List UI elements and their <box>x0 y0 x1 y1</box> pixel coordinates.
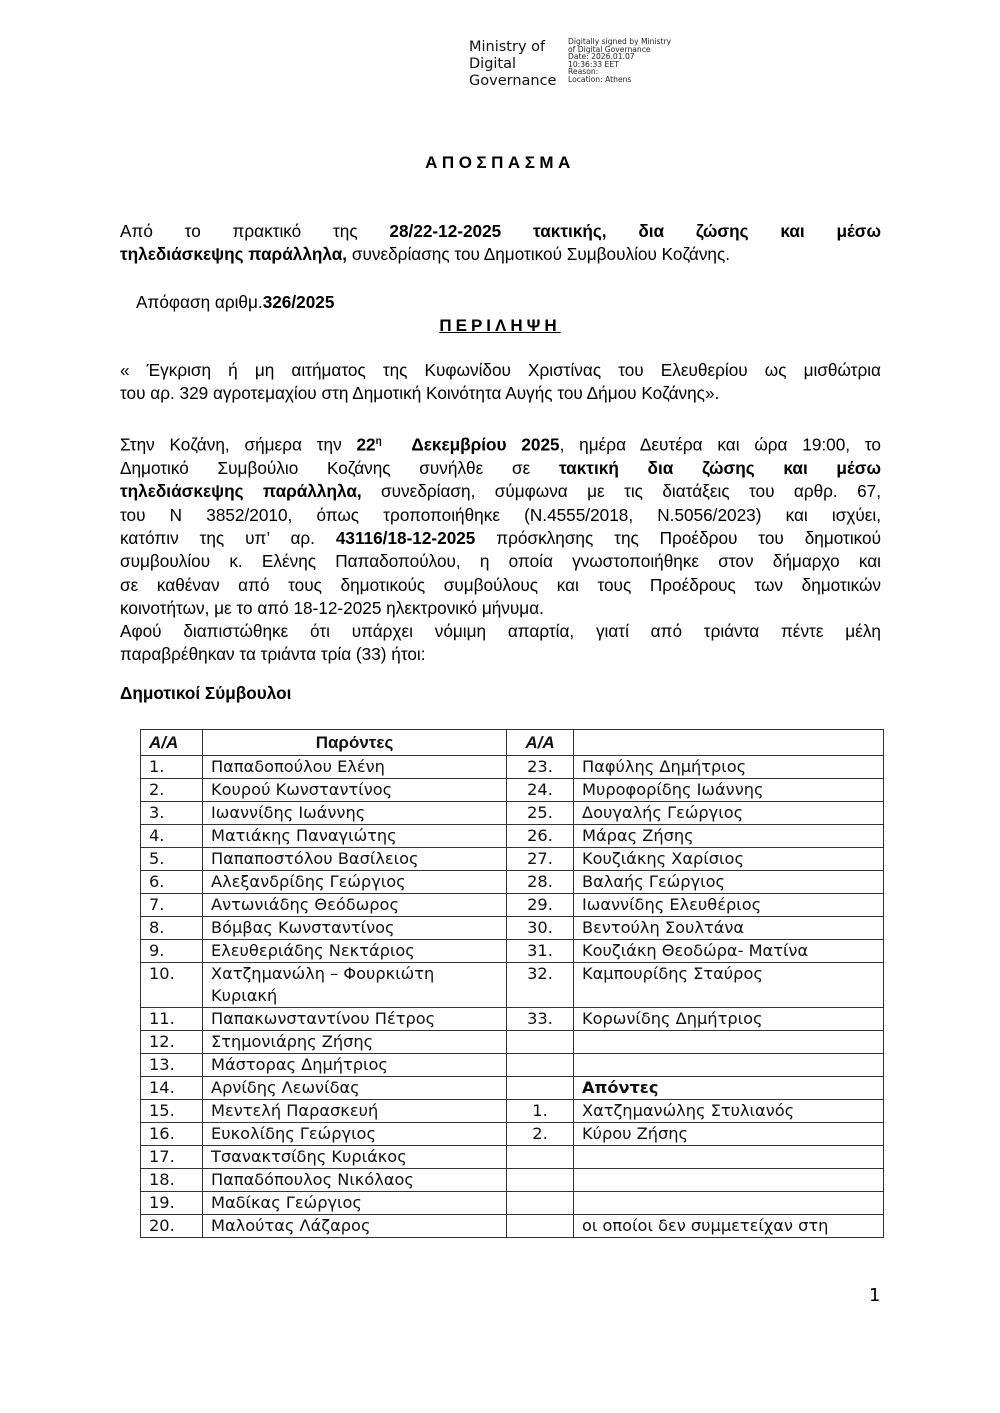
row-number: 14. <box>141 1077 203 1100</box>
document-title: ΑΠΟΣΠΑΣΜΑ <box>425 153 575 172</box>
row-number: 20. <box>141 1215 203 1238</box>
member-name: Απόντες <box>574 1077 884 1100</box>
header-empty <box>574 730 884 756</box>
member-name: Κουρού Κωνσταντίνος <box>203 779 507 802</box>
row-number <box>507 1054 574 1077</box>
invitation-number: 43116/18-12-2025 <box>335 527 476 548</box>
row-number: 9. <box>141 940 203 963</box>
body-line: παραβρέθηκαν τα τριάντα τρία (33) ήτοι: <box>120 644 426 665</box>
signature-details <box>568 38 671 84</box>
member-name: Αντωνιάδης Θεόδωρος <box>203 894 507 917</box>
body-line <box>120 457 881 480</box>
table-header-row <box>141 730 884 756</box>
member-name: Κουζιάκης Χαρίσιος <box>574 848 884 871</box>
row-number: 3. <box>141 802 203 825</box>
member-name: Στημονιάρης Ζήσης <box>203 1031 507 1054</box>
row-number <box>507 1146 574 1169</box>
row-number: 30. <box>507 917 574 940</box>
section-heading: Δημοτικοί Σύμβουλοι <box>120 683 292 703</box>
member-name: Βόμβας Κωνσταντίνος <box>203 917 507 940</box>
member-name: Τσανακτσίδης Κυριάκος <box>203 1146 507 1169</box>
table-row <box>141 1192 884 1215</box>
table-row <box>141 1146 884 1169</box>
row-number: 26. <box>507 825 574 848</box>
session-type: τακτική δια ζώσης και μέσω <box>558 458 881 479</box>
summary-heading: ΠΕΡΙΛΗΨΗ <box>439 316 561 335</box>
row-number: 11. <box>141 1008 203 1031</box>
signature-org-line: Digital <box>469 56 517 72</box>
row-number: 1. <box>507 1100 574 1123</box>
signature-org-line: Ministry of <box>469 39 546 55</box>
member-name: Παπαποστόλου Βασίλειος <box>203 848 507 871</box>
body-text: πρόσκλησης της Προέδρου του δημοτικού <box>475 527 881 548</box>
member-name: Χατζημανώλης Στυλιανός <box>574 1100 884 1123</box>
intro-line-2 <box>120 243 881 266</box>
header-present: Παρόντες <box>203 730 507 756</box>
row-number: 15. <box>141 1100 203 1123</box>
subject-line: του αρ. 329 αγροτεμαχίου στη Δημοτική Κοινότητα Αυγής του Δήμου Κοζάνης». <box>120 383 720 404</box>
row-number: 27. <box>507 848 574 871</box>
row-number: 29. <box>507 894 574 917</box>
row-number: 25. <box>507 802 574 825</box>
table-row <box>141 756 884 779</box>
decision-number <box>136 292 334 313</box>
intro-session-bold: 28/22-12-2025 τακτικής, δια ζώσης και μέσω <box>389 221 881 241</box>
body-line <box>120 430 881 457</box>
member-name: Δουγαλής Γεώργιος <box>574 802 884 825</box>
row-number: 32. <box>507 963 574 1008</box>
page-number: 1 <box>869 1285 881 1306</box>
signature-reason: Reason: <box>568 67 599 77</box>
member-name: Κορωνίδης Δημήτριος <box>574 1008 884 1031</box>
subject-paragraph <box>120 359 881 406</box>
intro-paragraph <box>120 220 881 267</box>
table-row <box>141 1215 884 1238</box>
row-number: 2. <box>507 1123 574 1146</box>
intro-line-1 <box>120 220 881 243</box>
row-number: 6. <box>141 871 203 894</box>
member-name: Μάστορας Δημήτριος <box>203 1054 507 1077</box>
row-number: 23. <box>507 756 574 779</box>
table-row <box>141 963 884 1008</box>
row-number: 24. <box>507 779 574 802</box>
row-number <box>507 1031 574 1054</box>
table-row <box>141 1169 884 1192</box>
body-text: Στην Κοζάνη, σήμερα την <box>120 434 357 455</box>
intro-session-bold: τηλεδιάσκεψης παράλληλα, <box>120 244 348 265</box>
header-aa: Α/Α <box>141 730 203 756</box>
meeting-month: Δεκεμβρίου 2025 <box>411 434 560 455</box>
member-name: Παπαδοπούλου Ελένη <box>203 756 507 779</box>
row-number <box>507 1215 574 1238</box>
table-row <box>141 940 884 963</box>
row-number: 5. <box>141 848 203 871</box>
body-text: συνεδρίαση, σύμφωνα με τις διατάξεις του αρθρ. 67, <box>361 481 881 502</box>
row-number: 18. <box>141 1169 203 1192</box>
member-name: Μαλούτας Λάζαρος <box>203 1215 507 1238</box>
member-name: Μεντελή Παρασκευή <box>203 1100 507 1123</box>
signature-detail-line: of Digital Governance <box>568 44 651 54</box>
table-body <box>141 756 884 1238</box>
body-line <box>120 480 881 503</box>
member-name: Ελευθεριάδης Νεκτάριος <box>203 940 507 963</box>
member-name: Ιωαννίδης Ελευθέριος <box>574 894 884 917</box>
signature-time: 10:36:33 EET <box>568 59 619 69</box>
member-name: Κουζιάκη Θεοδώρα- Ματίνα <box>574 940 884 963</box>
member-name: οι οποίοι δεν συμμετείχαν στη <box>574 1215 884 1238</box>
body-text: , ημέρα Δευτέρα και ώρα 19:00, το <box>559 434 881 455</box>
member-name: Ιωαννίδης Ιωάννης <box>203 802 507 825</box>
row-number <box>507 1192 574 1215</box>
signature-date: Date: 2026.01.07 <box>568 52 635 62</box>
row-number: 10. <box>141 963 203 1008</box>
signature-location: Location: Athens <box>568 74 632 84</box>
session-type: τηλεδιάσκεψης παράλληλα, <box>120 481 362 502</box>
member-name: Μυροφορίδης Ιωάννης <box>574 779 884 802</box>
member-name: Βαλαής Γεώργιος <box>574 871 884 894</box>
intro-text: συνεδρίασης του Δημοτικού Συμβουλίου Κοζάνης. <box>347 244 731 265</box>
row-number: 19. <box>141 1192 203 1215</box>
row-number: 17. <box>141 1146 203 1169</box>
member-name: Ματιάκης Παναγιώτης <box>203 825 507 848</box>
table-row <box>141 779 884 802</box>
body-line: συμβουλίου κ. Ελένης Παπαδοπούλου, η οποία γνωστοποιήθηκε στον δήμαρχο και <box>120 551 881 572</box>
member-name <box>574 1031 884 1054</box>
row-number: 33. <box>507 1008 574 1031</box>
body-line: Αφού διαπιστώθηκε ότι υπάρχει νόμιμη απαρτία, γιατί από τριάντα πέντε μέλη <box>120 621 881 642</box>
member-name: Παπακωνσταντίνου Πέτρος <box>203 1008 507 1031</box>
member-name <box>574 1169 884 1192</box>
member-name <box>574 1146 884 1169</box>
table-row <box>141 1031 884 1054</box>
decision-value: 326/2025 <box>262 292 335 312</box>
table-row <box>141 848 884 871</box>
row-number: 31. <box>507 940 574 963</box>
member-name: Καμπουρίδης Σταύρος <box>574 963 884 1008</box>
member-name: Κύρου Ζήσης <box>574 1123 884 1146</box>
ordinal-suffix: η <box>375 436 382 447</box>
body-line: σε καθέναν από τους δημοτικούς συμβούλους και τους Προέδρους των δημοτικών <box>120 574 881 595</box>
table-row <box>141 1077 884 1100</box>
body-text: Δημοτικό Συμβούλιο Κοζάνης συνήλθε σε <box>120 458 559 479</box>
row-number: 4. <box>141 825 203 848</box>
body-line <box>120 527 881 550</box>
meeting-day: 22 <box>356 434 376 455</box>
body-text: κατόπιν της υπ’ αρ. <box>120 527 336 548</box>
member-name: Βεντούλη Σουλτάνα <box>574 917 884 940</box>
row-number: 12. <box>141 1031 203 1054</box>
body-paragraph <box>120 430 881 667</box>
signature-detail-line: Digitally signed by Ministry <box>568 37 672 46</box>
member-name: Αλεξανδρίδης Γεώργιος <box>203 871 507 894</box>
member-name: Ευκολίδης Γεώργιος <box>203 1123 507 1146</box>
table-row <box>141 802 884 825</box>
member-name: Παπαδόπουλος Νικόλαος <box>203 1169 507 1192</box>
table-row <box>141 825 884 848</box>
signature-organization <box>469 39 556 90</box>
table-row <box>141 871 884 894</box>
body-line: κοινοτήτων, με το από 18-12-2025 ηλεκτρονικό μήνυμα. <box>120 597 544 618</box>
body-line: του Ν 3852/2010, όπως τροποποιήθηκε (Ν.4555/2018, Ν.5056/2023) και ισχύει, <box>120 504 881 525</box>
table-row <box>141 1054 884 1077</box>
member-name: Χατζημανώλη – Φουρκιώτη Κυριακή <box>203 963 507 1008</box>
row-number: 28. <box>507 871 574 894</box>
attendance-table <box>140 729 884 1238</box>
signature-org-line: Governance <box>469 73 557 89</box>
row-number <box>507 1169 574 1192</box>
table-row <box>141 917 884 940</box>
decision-label: Απόφαση αριθμ. <box>136 292 263 312</box>
member-name <box>574 1192 884 1215</box>
table-row <box>141 1123 884 1146</box>
row-number: 7. <box>141 894 203 917</box>
subject-line: « Έγκριση ή μη αιτήματος της Κυφωνίδου Χριστίνας του Ελευθερίου ως μισθώτρια <box>120 360 881 380</box>
row-number: 16. <box>141 1123 203 1146</box>
member-name: Παφύλης Δημήτριος <box>574 756 884 779</box>
table-row <box>141 1008 884 1031</box>
table-row <box>141 894 884 917</box>
member-name: Μαδίκας Γεώργιος <box>203 1192 507 1215</box>
intro-text: Από το πρακτικό της <box>120 221 390 241</box>
header-aa: Α/Α <box>507 730 574 756</box>
row-number: 2. <box>141 779 203 802</box>
row-number: 8. <box>141 917 203 940</box>
row-number <box>507 1077 574 1100</box>
member-name: Αρνίδης Λεωνίδας <box>203 1077 507 1100</box>
member-name: Μάρας Ζήσης <box>574 825 884 848</box>
member-name <box>574 1054 884 1077</box>
row-number: 13. <box>141 1054 203 1077</box>
row-number: 1. <box>141 756 203 779</box>
table-row <box>141 1100 884 1123</box>
